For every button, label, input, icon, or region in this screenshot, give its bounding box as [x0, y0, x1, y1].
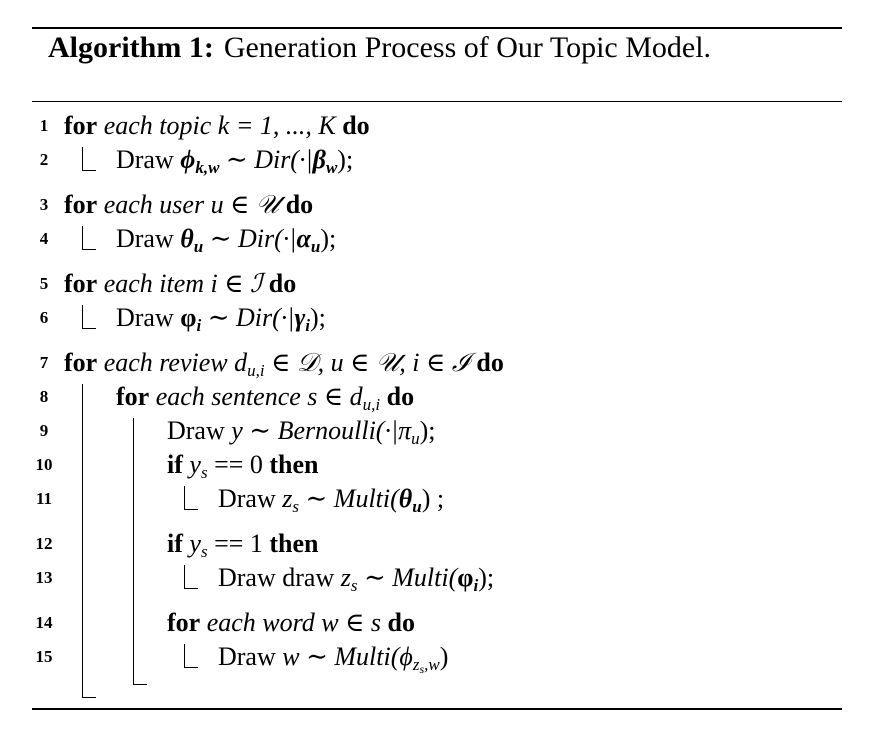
keyword-do: do	[342, 111, 370, 140]
statement-word: Draw	[116, 224, 174, 253]
math-subscript	[413, 655, 440, 674]
statement-word: Draw	[218, 484, 276, 513]
math-subscript: u,i	[247, 361, 265, 380]
keyword-for: for	[64, 269, 98, 298]
math-subscript: u	[411, 429, 420, 448]
math-expression: y ∼ Bernoulli(·|π	[231, 416, 412, 445]
math-symbol: γ	[294, 303, 306, 332]
math-expression: d	[234, 348, 248, 377]
line-code	[116, 222, 336, 256]
math-expression: w ∼ Multi(ϕ	[282, 642, 413, 671]
line-number: 14	[35, 613, 53, 632]
loop-range: i ∈ ℐ	[210, 269, 263, 298]
math-subscript: s	[200, 463, 208, 482]
algorithm-line	[0, 267, 872, 301]
line-code	[218, 561, 494, 595]
math-subscript: s	[292, 497, 300, 516]
algorithm-line	[0, 222, 872, 256]
line-code	[167, 606, 415, 640]
line-number: 6	[39, 308, 49, 327]
subscript-variable: z	[412, 655, 420, 674]
line-code	[64, 188, 313, 222]
math-subscript: u	[193, 237, 204, 256]
algorithm-line	[0, 346, 872, 380]
keyword-do: do	[268, 269, 297, 298]
keyword-for: for	[64, 111, 98, 140]
algorithm-line	[0, 188, 872, 222]
math-end: );	[320, 224, 337, 253]
algorithm-line	[0, 448, 872, 482]
math-end: );	[478, 563, 495, 592]
loop-description: each word	[206, 608, 315, 637]
block-guide	[82, 249, 96, 250]
algorithm-line	[0, 606, 872, 640]
keyword-then: then	[269, 529, 319, 558]
caption-rule	[32, 101, 842, 102]
math-expression: ∼ Dir(·|	[203, 224, 297, 253]
line-code	[116, 143, 353, 177]
math-expression: ∼ Multi(	[357, 563, 458, 592]
math-symbol: α	[296, 224, 311, 253]
math-expression: y	[189, 529, 201, 558]
math-subscript: i	[473, 576, 479, 595]
math-end: );	[310, 303, 326, 332]
statement-word: Draw draw	[218, 563, 335, 592]
line-number: 15	[35, 647, 53, 666]
math-expression: ∈ 𝒟, u ∈ 𝒰, i ∈ ℐ	[264, 348, 470, 377]
block-guide	[133, 684, 147, 685]
line-code	[64, 109, 370, 143]
line-number: 3	[39, 195, 49, 214]
keyword-for: for	[116, 382, 150, 411]
loop-description: each review	[103, 348, 228, 377]
math-end: );	[419, 416, 436, 445]
loop-description: each item	[103, 269, 205, 298]
block-guide	[82, 147, 83, 170]
algorithm-caption	[48, 30, 760, 66]
block-guide	[82, 170, 96, 171]
line-number: 8	[39, 387, 49, 406]
block-guide	[184, 644, 185, 667]
loop-range: k = 1, ..., K	[217, 111, 336, 140]
math-symbol: φ	[457, 563, 474, 592]
math-symbol: θ	[398, 484, 413, 513]
statement-word: Draw	[116, 145, 174, 174]
math-expression: z	[282, 484, 293, 513]
keyword-if: if	[167, 450, 183, 479]
math-expression: == 1	[207, 529, 263, 558]
line-code	[218, 482, 444, 516]
math-subscript: u,i	[362, 395, 381, 414]
statement-word: Draw	[218, 642, 276, 671]
line-code	[218, 640, 448, 674]
algorithm-line	[0, 482, 872, 516]
line-code	[116, 301, 326, 335]
math-end: )	[439, 642, 449, 671]
math-symbol: θ	[180, 224, 194, 253]
line-number: 2	[39, 150, 49, 169]
math-expression: ∼ Dir(·|	[201, 303, 295, 332]
block-guide	[82, 226, 83, 249]
algorithm-line	[0, 414, 872, 448]
keyword-do: do	[386, 382, 415, 411]
math-subscript: i	[305, 316, 311, 335]
block-guide	[184, 486, 185, 509]
keyword-if: if	[167, 529, 183, 558]
top-rule	[32, 27, 842, 29]
block-guide	[184, 667, 198, 668]
subscript-tail: ,w	[424, 655, 440, 674]
line-number: 7	[39, 353, 49, 372]
block-guide	[184, 588, 198, 589]
math-expression: y	[189, 450, 201, 479]
algorithm-label: Algorithm 1:	[48, 31, 214, 64]
keyword-for: for	[167, 608, 201, 637]
block-guide	[82, 697, 96, 698]
loop-range: w ∈ s	[321, 608, 381, 637]
block-guide	[133, 418, 134, 684]
line-number: 5	[39, 274, 49, 293]
line-code	[167, 414, 436, 448]
math-subscript: s	[350, 576, 358, 595]
line-number: 13	[35, 568, 53, 587]
algorithm-line	[0, 301, 872, 335]
algorithm-title: Generation Process of Our Topic Model.	[223, 31, 712, 64]
math-subscript: s	[200, 542, 208, 561]
math-symbol: β	[312, 145, 326, 174]
math-expression: ∼ Multi(	[299, 484, 399, 513]
line-code	[167, 448, 319, 482]
math-expression: s ∈ d	[307, 382, 363, 411]
line-number: 11	[35, 489, 53, 508]
line-number: 4	[39, 229, 49, 248]
loop-description: each topic	[103, 111, 212, 140]
math-symbol: φ	[180, 303, 197, 332]
algorithm-line	[0, 640, 872, 674]
line-number: 10	[35, 455, 53, 474]
math-subscript: i	[196, 316, 202, 335]
math-end: ) ;	[421, 484, 445, 513]
block-guide	[82, 384, 83, 697]
line-number: 12	[35, 534, 53, 553]
algorithm-line	[0, 143, 872, 177]
line-number: 1	[39, 116, 49, 135]
math-subscript: w	[325, 158, 338, 177]
algorithm-line	[0, 561, 872, 595]
math-subscript: u	[310, 237, 321, 256]
statement-word: Draw	[167, 416, 225, 445]
algorithm-line	[0, 380, 872, 414]
keyword-do: do	[476, 348, 504, 377]
line-code	[64, 267, 296, 301]
algorithm-line	[0, 527, 872, 561]
keyword-do: do	[285, 190, 314, 219]
keyword-for: for	[64, 348, 98, 377]
block-guide	[184, 509, 198, 510]
math-expression: ∼ Dir(·|	[219, 145, 313, 174]
math-subscript: k,w	[195, 158, 220, 177]
block-guide	[184, 565, 185, 588]
math-expression: == 0	[207, 450, 263, 479]
line-code	[167, 527, 319, 561]
keyword-for: for	[64, 190, 98, 219]
statement-word: Draw	[116, 303, 174, 332]
math-symbol: ϕ	[180, 145, 196, 174]
math-expression: z	[340, 563, 351, 592]
loop-description: each user	[103, 190, 205, 219]
loop-range: u ∈ 𝒰	[210, 190, 280, 219]
line-number: 9	[39, 421, 49, 440]
keyword-do: do	[387, 608, 415, 637]
block-guide	[82, 328, 96, 329]
block-guide	[82, 305, 83, 328]
math-subscript: u	[412, 497, 422, 516]
line-code	[116, 380, 414, 414]
bottom-rule	[32, 708, 842, 710]
math-end: );	[337, 145, 354, 174]
subscript-subscript: s	[419, 662, 425, 676]
keyword-then: then	[269, 450, 319, 479]
loop-description: each sentence	[155, 382, 301, 411]
line-code	[64, 346, 504, 380]
algorithm-line	[0, 109, 872, 143]
